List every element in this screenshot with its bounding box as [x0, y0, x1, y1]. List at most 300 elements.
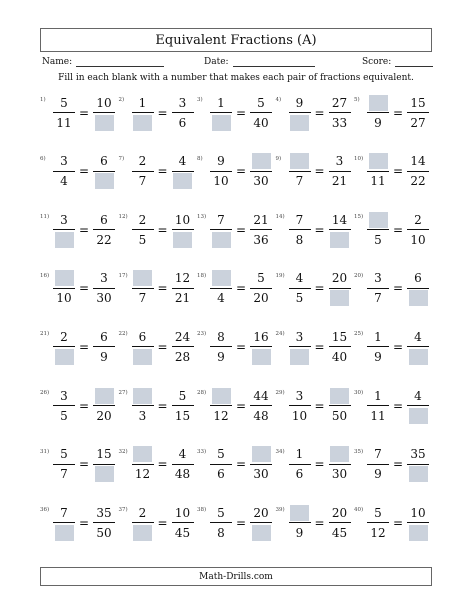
problem-number: 21)	[40, 331, 50, 338]
denominator: 9	[100, 349, 108, 364]
equation	[288, 328, 352, 365]
problem-item	[40, 90, 118, 136]
equation	[52, 387, 116, 424]
denominator: 6	[178, 115, 187, 130]
problem-item	[40, 149, 118, 195]
answer-blank[interactable]	[95, 388, 114, 404]
answer-blank[interactable]	[252, 525, 271, 541]
equals-sign: =	[79, 457, 90, 472]
right-fraction	[406, 270, 430, 307]
numerator: 9	[295, 95, 304, 110]
answer-blank[interactable]	[212, 388, 231, 404]
fraction-bar	[367, 229, 389, 230]
fraction-bar	[132, 522, 154, 523]
problem-number: 19)	[275, 272, 285, 279]
fraction-bar	[53, 112, 75, 113]
denominator: 4	[60, 174, 68, 189]
equals-sign: =	[393, 398, 404, 413]
left-fraction	[131, 504, 155, 541]
equals-sign: =	[236, 105, 247, 120]
right-fraction	[406, 504, 430, 541]
right-fraction	[171, 504, 195, 541]
numerator: 1	[217, 95, 225, 110]
problem-number: 8)	[197, 155, 203, 162]
answer-blank[interactable]	[409, 290, 428, 306]
denominator: 7	[60, 467, 68, 482]
numerator: 1	[295, 447, 304, 462]
numerator: 10	[174, 212, 191, 227]
answer-blank[interactable]	[133, 115, 152, 131]
left-fraction	[366, 94, 390, 131]
answer-blank[interactable]	[55, 349, 74, 365]
right-fraction	[249, 387, 273, 424]
denominator: 40	[253, 115, 269, 130]
fraction-bar	[250, 405, 272, 406]
right-fraction	[328, 387, 352, 424]
problem-number: 12)	[118, 214, 128, 221]
equation	[288, 446, 352, 483]
numerator: 1	[374, 329, 382, 344]
answer-blank[interactable]	[252, 446, 271, 462]
right-fraction	[171, 153, 195, 190]
numerator: 6	[100, 154, 108, 169]
answer-blank[interactable]	[330, 290, 349, 306]
answer-blank[interactable]	[133, 388, 152, 404]
fraction-bar	[329, 229, 351, 230]
equation	[209, 328, 273, 365]
fraction-bar	[289, 229, 311, 230]
answer-blank[interactable]	[409, 349, 428, 365]
problem-item	[354, 207, 432, 253]
equation	[366, 211, 430, 248]
numerator: 5	[374, 505, 382, 520]
problem-item	[40, 266, 118, 312]
equation	[52, 446, 116, 483]
numerator: 3	[60, 154, 68, 169]
equals-sign: =	[79, 164, 90, 179]
problem-item	[276, 500, 354, 546]
right-fraction	[406, 328, 430, 365]
left-fraction	[209, 270, 233, 307]
equals-sign: =	[393, 281, 404, 296]
equation	[209, 504, 273, 541]
problem-item	[354, 383, 432, 429]
right-fraction	[328, 211, 352, 248]
problem-item	[119, 442, 197, 488]
equation	[52, 328, 116, 365]
fraction-bar	[210, 405, 232, 406]
problem-number: 9)	[275, 155, 282, 162]
problem-number: 16)	[40, 272, 50, 279]
answer-blank[interactable]	[290, 115, 309, 131]
numerator: 21	[253, 212, 269, 227]
equation	[209, 211, 273, 248]
left-fraction	[52, 504, 76, 541]
numerator: 24	[174, 329, 191, 344]
footer	[40, 567, 432, 586]
equals-sign: =	[314, 457, 325, 472]
equals-sign: =	[314, 281, 325, 296]
date-label: Date:	[204, 57, 229, 67]
equation	[131, 153, 195, 190]
fraction-bar	[407, 112, 429, 113]
problem-number: 7)	[118, 155, 125, 162]
numerator: 10	[96, 95, 112, 110]
answer-blank[interactable]	[252, 349, 271, 365]
numerator: 14	[331, 212, 348, 227]
answer-blank[interactable]	[55, 232, 74, 248]
answer-blank[interactable]	[133, 446, 152, 462]
answer-blank[interactable]	[212, 270, 231, 286]
right-fraction	[406, 387, 430, 424]
problem-item	[276, 442, 354, 488]
problem-number: 20)	[354, 272, 364, 279]
denominator: 5	[374, 232, 382, 247]
left-fraction	[288, 446, 312, 483]
problem-item	[197, 383, 275, 429]
right-fraction	[249, 446, 273, 483]
numerator: 3	[60, 388, 68, 403]
denominator: 5	[295, 291, 304, 306]
equation	[52, 94, 116, 131]
left-fraction	[288, 153, 312, 190]
denominator: 6	[295, 467, 304, 482]
equation	[366, 446, 430, 483]
equals-sign: =	[314, 105, 325, 120]
fraction-bar	[367, 346, 389, 347]
denominator: 50	[96, 525, 112, 540]
problem-item	[276, 266, 354, 312]
fraction-bar	[53, 288, 75, 289]
fraction-bar	[172, 112, 194, 113]
answer-blank[interactable]	[173, 232, 192, 248]
right-fraction	[171, 328, 195, 365]
equals-sign: =	[157, 105, 168, 120]
problem-item	[197, 149, 275, 195]
problem-number: 24)	[275, 331, 285, 338]
numerator: 10	[410, 505, 426, 520]
name-field	[42, 57, 164, 67]
denominator: 3	[138, 408, 147, 423]
problem-number: 34)	[275, 448, 285, 455]
denominator: 21	[331, 174, 348, 189]
denominator: 7	[138, 291, 147, 306]
fraction-bar	[407, 346, 429, 347]
problem-number: 17)	[118, 272, 128, 279]
problem-item	[276, 149, 354, 195]
answer-blank[interactable]	[55, 270, 74, 286]
problem-item	[119, 383, 197, 429]
fraction-bar	[53, 229, 75, 230]
problem-item	[197, 207, 275, 253]
left-fraction	[209, 387, 233, 424]
problem-number: 32)	[118, 448, 128, 455]
numerator: 5	[60, 95, 68, 110]
numerator: 14	[410, 154, 426, 169]
numerator: 5	[60, 447, 68, 462]
left-fraction	[209, 504, 233, 541]
left-fraction	[131, 94, 155, 131]
right-fraction	[328, 504, 352, 541]
fraction-bar	[53, 522, 75, 523]
fraction-bar	[172, 346, 194, 347]
left-fraction	[52, 387, 76, 424]
denominator: 11	[370, 408, 386, 423]
equals-sign: =	[314, 339, 325, 354]
answer-blank[interactable]	[290, 505, 309, 521]
right-fraction	[328, 446, 352, 483]
equals-sign: =	[157, 339, 168, 354]
equation	[209, 387, 273, 424]
answer-blank[interactable]	[252, 153, 271, 169]
name-line[interactable]	[76, 57, 164, 67]
problem-item	[197, 266, 275, 312]
problem-item	[40, 383, 118, 429]
denominator: 21	[174, 291, 191, 306]
left-fraction	[131, 328, 155, 365]
numerator: 6	[100, 212, 108, 227]
equation	[131, 270, 195, 307]
fraction-bar	[210, 288, 232, 289]
instructions: Fill in each blank with a number that makes each pair of fractions equivalent.	[58, 73, 414, 83]
problem-number: 27)	[118, 390, 128, 396]
problem-item	[119, 266, 197, 312]
fraction-bar	[210, 229, 232, 230]
right-fraction	[249, 328, 273, 365]
denominator: 8	[295, 232, 304, 247]
equation	[366, 387, 430, 424]
fraction-bar	[289, 288, 311, 289]
answer-blank[interactable]	[409, 466, 428, 482]
numerator: 4	[178, 154, 187, 169]
problem-number: 15)	[354, 214, 364, 221]
fraction-bar	[210, 112, 232, 113]
fraction-bar	[367, 112, 389, 113]
equation	[366, 94, 430, 131]
denominator: 7	[374, 291, 382, 306]
left-fraction	[366, 446, 390, 483]
numerator: 3	[335, 154, 344, 169]
denominator: 12	[213, 408, 229, 423]
equation	[288, 153, 352, 190]
fraction-bar	[93, 229, 115, 230]
numerator: 6	[138, 329, 147, 344]
fraction-bar	[367, 171, 389, 172]
answer-blank[interactable]	[212, 232, 231, 248]
numerator: 7	[295, 212, 304, 227]
equation	[131, 387, 195, 424]
denominator: 9	[374, 349, 382, 364]
numerator: 35	[410, 447, 426, 462]
fraction-bar	[172, 464, 194, 465]
equals-sign: =	[79, 398, 90, 413]
problem-item	[197, 324, 275, 370]
equals-sign: =	[314, 515, 325, 530]
problem-item	[354, 149, 432, 195]
problem-item	[197, 500, 275, 546]
numerator: 3	[60, 212, 68, 227]
numerator: 12	[174, 271, 191, 286]
fraction-bar	[210, 522, 232, 523]
answer-blank[interactable]	[290, 349, 309, 365]
fraction-bar	[210, 464, 232, 465]
problem-number: 35)	[354, 448, 364, 455]
denominator: 9	[217, 349, 225, 364]
answer-blank[interactable]	[95, 115, 114, 131]
problem-number: 31)	[40, 448, 50, 455]
answer-blank[interactable]	[133, 349, 152, 365]
fraction-bar	[93, 112, 115, 113]
answer-blank[interactable]	[133, 525, 152, 541]
denominator: 48	[253, 408, 269, 423]
answer-blank[interactable]	[330, 446, 349, 462]
answer-blank[interactable]	[212, 115, 231, 131]
denominator: 9	[295, 525, 304, 540]
equals-sign: =	[236, 164, 247, 179]
equals-sign: =	[314, 164, 325, 179]
numerator: 4	[414, 329, 422, 344]
fraction-bar	[329, 405, 351, 406]
answer-blank[interactable]	[369, 212, 388, 228]
equation	[288, 387, 352, 424]
equation	[288, 504, 352, 541]
equals-sign: =	[79, 105, 90, 120]
problem-item	[40, 442, 118, 488]
answer-blank[interactable]	[369, 95, 388, 111]
numerator: 15	[96, 447, 112, 462]
equation	[366, 504, 430, 541]
problem-item	[119, 324, 197, 370]
problem-item	[276, 383, 354, 429]
numerator: 6	[414, 271, 422, 286]
problem-number: 40)	[354, 507, 364, 514]
equals-sign: =	[236, 222, 247, 237]
problem-number: 14)	[275, 214, 285, 221]
left-fraction	[288, 387, 312, 424]
fraction-bar	[289, 405, 311, 406]
equals-sign: =	[79, 339, 90, 354]
denominator: 10	[213, 174, 229, 189]
equals-sign: =	[393, 515, 404, 530]
right-fraction	[406, 94, 430, 131]
date-line[interactable]	[233, 57, 315, 67]
numerator: 3	[374, 271, 382, 286]
denominator: 22	[410, 174, 426, 189]
answer-blank[interactable]	[369, 153, 388, 169]
answer-blank[interactable]	[409, 408, 428, 424]
fraction-bar	[132, 346, 154, 347]
equals-sign: =	[393, 339, 404, 354]
denominator: 9	[374, 115, 382, 130]
fraction-bar	[329, 288, 351, 289]
left-fraction	[366, 387, 390, 424]
fraction-bar	[250, 288, 272, 289]
problem-number: 6)	[40, 155, 46, 162]
problem-number: 39)	[275, 507, 285, 514]
problem-number: 4)	[275, 97, 282, 103]
equals-sign: =	[79, 515, 90, 530]
problem-item	[197, 90, 275, 136]
problem-number: 13)	[197, 214, 207, 221]
problem-number: 18)	[197, 272, 207, 279]
equation	[131, 446, 195, 483]
answer-blank[interactable]	[95, 466, 114, 482]
title-text: Equivalent Fractions (A)	[155, 32, 317, 48]
denominator: 30	[331, 467, 348, 482]
answer-blank[interactable]	[409, 525, 428, 541]
equation	[209, 153, 273, 190]
fraction-bar	[132, 405, 154, 406]
fraction-bar	[172, 229, 194, 230]
problem-number: 11)	[40, 214, 50, 221]
answer-blank[interactable]	[95, 173, 114, 189]
equation	[288, 94, 352, 131]
answer-blank[interactable]	[55, 525, 74, 541]
left-fraction	[366, 211, 390, 248]
left-fraction	[52, 328, 76, 365]
problem-item	[119, 207, 197, 253]
numerator: 9	[217, 154, 225, 169]
numerator: 44	[253, 388, 269, 403]
numerator: 1	[374, 388, 382, 403]
denominator: 28	[174, 349, 191, 364]
numerator: 2	[138, 505, 147, 520]
fraction-bar	[132, 112, 154, 113]
score-field	[362, 57, 433, 67]
numerator: 2	[60, 329, 68, 344]
left-fraction	[366, 153, 390, 190]
right-fraction	[171, 211, 195, 248]
problem-number: 30)	[354, 390, 364, 396]
numerator: 16	[253, 329, 269, 344]
answer-blank[interactable]	[290, 153, 309, 169]
problem-number: 22)	[118, 331, 128, 338]
answer-blank[interactable]	[330, 388, 349, 404]
fraction-bar	[407, 288, 429, 289]
numerator: 3	[295, 329, 304, 344]
problem-number: 3)	[197, 97, 203, 103]
denominator: 22	[96, 232, 112, 247]
score-line[interactable]	[395, 57, 433, 67]
answer-blank[interactable]	[173, 173, 192, 189]
numerator: 20	[331, 271, 348, 286]
numerator: 20	[253, 505, 269, 520]
fraction-bar	[53, 346, 75, 347]
info-row	[42, 57, 434, 71]
fraction-bar	[329, 171, 351, 172]
denominator: 7	[295, 174, 304, 189]
left-fraction	[366, 504, 390, 541]
answer-blank[interactable]	[330, 232, 349, 248]
right-fraction	[406, 211, 430, 248]
equals-sign: =	[393, 164, 404, 179]
numerator: 2	[414, 212, 422, 227]
numerator: 20	[331, 505, 348, 520]
right-fraction	[171, 94, 195, 131]
name-label: Name:	[42, 57, 73, 67]
fraction-bar	[250, 346, 272, 347]
fraction-bar	[93, 346, 115, 347]
fraction-bar	[172, 171, 194, 172]
right-fraction	[249, 270, 273, 307]
denominator: 12	[134, 467, 151, 482]
right-fraction	[249, 94, 273, 131]
fraction-bar	[132, 171, 154, 172]
problem-number: 10)	[354, 155, 364, 162]
problem-number: 1)	[40, 97, 46, 103]
answer-blank[interactable]	[133, 270, 152, 286]
fraction-bar	[132, 288, 154, 289]
